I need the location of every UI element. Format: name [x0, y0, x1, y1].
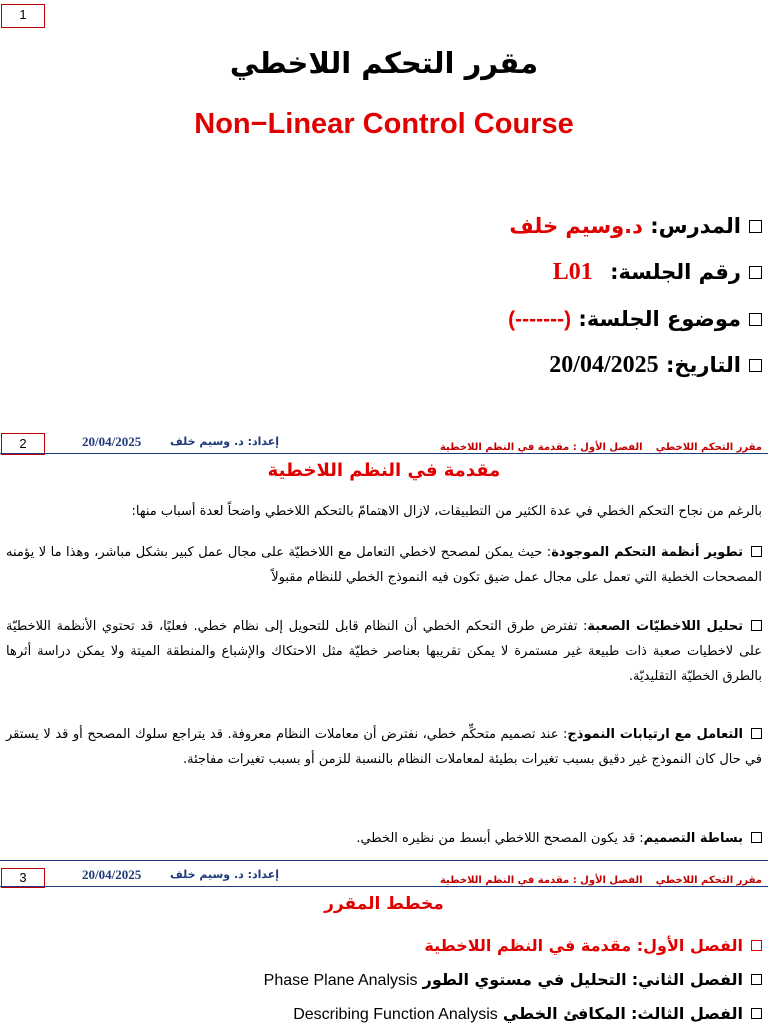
reason-item-3 — [6, 722, 762, 772]
page-number-2: 2 — [1, 433, 45, 455]
header-course-name: مقرر التحكم اللاخطي — [655, 875, 762, 886]
outline-text: مقدمة في النظم اللاخطية — [424, 936, 632, 955]
outline-label: الفصل الثاني: — [631, 970, 743, 989]
header-2-course — [440, 435, 762, 454]
header-author: إعداد: د. وسيم خلف — [170, 435, 280, 448]
course-title-english: Non−Linear Control Course — [194, 108, 574, 140]
header-chapter: الفصل الأول : مقدمة في النظم اللاخطية — [439, 875, 643, 886]
checkbox-bullet-icon — [751, 1008, 762, 1019]
outline-english: Phase Plane Analysis — [263, 972, 418, 989]
reason-term: تطوير أنظمة التحكم الموجودة — [551, 545, 743, 560]
reason-term: بساطة التصميم — [643, 831, 743, 846]
instructor-value: د.وسيم خلف — [509, 214, 643, 238]
reason-text: : قد يكون المصحح اللاخطي أبسط من نظيره الخطي. — [356, 831, 644, 846]
intro-paragraph: بالرغم من نجاح التحكم الخطي في عدة الكثير من التطبيقات، لازال الاهتمامّ بالتحكم اللاخطي واضحاً لعدة أسباب منها: — [131, 504, 762, 519]
outline-item-2 — [264, 970, 762, 990]
checkbox-bullet-icon — [749, 313, 762, 326]
checkbox-bullet-icon — [751, 728, 762, 739]
slide-divider — [0, 860, 768, 861]
page-number-1: 1 — [1, 4, 45, 28]
outline-label: الفصل الثالث: — [631, 1004, 743, 1023]
outline-english: Describing Function Analysis — [293, 1006, 498, 1023]
checkbox-bullet-icon — [751, 940, 762, 951]
reason-item-4 — [6, 826, 762, 851]
reason-term: التعامل مع ارتيابات النموذج — [567, 727, 743, 742]
topic-label: موضوع الجلسة: — [578, 307, 741, 331]
topic-row — [508, 307, 762, 332]
reason-text: : عند تصميم متحكِّم خطي، نفترض أن معاملات النظام معروفة. قد يتراجع سلوك المصحح أو قد لا يستقر في حال كان النموذج غير دقيق بسبب تغيرات بطيئة لمعاملات النظام بالنسبة للزمن أو بسبب تغيرات مفاجئة. — [6, 727, 762, 767]
page-number-3: 3 — [1, 868, 45, 888]
header-author: إعداد: د. وسيم خلف — [170, 868, 280, 881]
checkbox-bullet-icon — [751, 546, 762, 557]
reason-item-1 — [6, 540, 762, 590]
section-title-outline: مخطط المقرر — [324, 894, 444, 914]
checkbox-bullet-icon — [751, 974, 762, 985]
session-value: L01 — [552, 259, 593, 285]
reason-term: تحليل اللاخطيّات الصعبة — [587, 619, 744, 634]
checkbox-bullet-icon — [749, 359, 762, 372]
topic-value: (-------) — [508, 308, 572, 331]
instructor-row — [509, 214, 762, 238]
header-chapter: الفصل الأول : مقدمة في النظم اللاخطية — [439, 442, 643, 453]
reason-item-2 — [6, 614, 762, 689]
header-3-course — [440, 868, 762, 887]
section-title-intro: مقدمة في النظم اللاخطية — [267, 460, 501, 481]
header-date: 20/04/2025 — [82, 867, 142, 882]
checkbox-bullet-icon — [749, 266, 762, 279]
outline-item-3 — [293, 1004, 762, 1024]
date-value: 20/04/2025 — [549, 352, 659, 378]
outline-label: الفصل الأول: — [636, 936, 743, 955]
date-row — [549, 352, 762, 379]
header-date: 20/04/2025 — [82, 434, 142, 449]
header-divider — [0, 886, 768, 887]
reason-text: : حيث يمكن لمصحح لاخطي التعامل مع اللاخطيّة على مجال عمل كبير بشكل مباشر، وهذا ما لا يؤمنه المصححات الخطية التي تعمل على مجال عمل ضيق تكون فيه النموذج الخطي للنظام مقبولاً — [6, 545, 762, 585]
session-row — [553, 259, 762, 286]
header-divider — [0, 453, 768, 454]
course-title-arabic: مقرر التحكم اللاخطي — [229, 46, 539, 80]
outline-item-1 — [424, 936, 762, 955]
header-course-name: مقرر التحكم اللاخطي — [655, 442, 762, 453]
outline-text: التحليل في مستوي الطور — [422, 970, 627, 989]
checkbox-bullet-icon — [749, 220, 762, 233]
date-label: التاريخ: — [665, 353, 741, 377]
outline-text: المكافئ الخطي — [502, 1004, 626, 1023]
checkbox-bullet-icon — [751, 832, 762, 843]
checkbox-bullet-icon — [751, 620, 762, 631]
instructor-label: المدرس: — [650, 214, 741, 238]
reason-text: : تفترض طرق التحكم الخطي أن النظام قابل للتحويل إلى نظام خطي. فعليًا، قد تحتوي الأنظمة اللاخطيّة على لاخطيات صعبة ذات طبيعة غير مستمرة لا يمكن تقريبها بعناصر خطيّة مثل الاحتكاك والإشباع والمنطقة الميتة ولا يمكن دراسة أثرها بالطرق الخطيّة التقليديّة. — [6, 619, 762, 684]
session-label: رقم الجلسة: — [610, 260, 741, 284]
